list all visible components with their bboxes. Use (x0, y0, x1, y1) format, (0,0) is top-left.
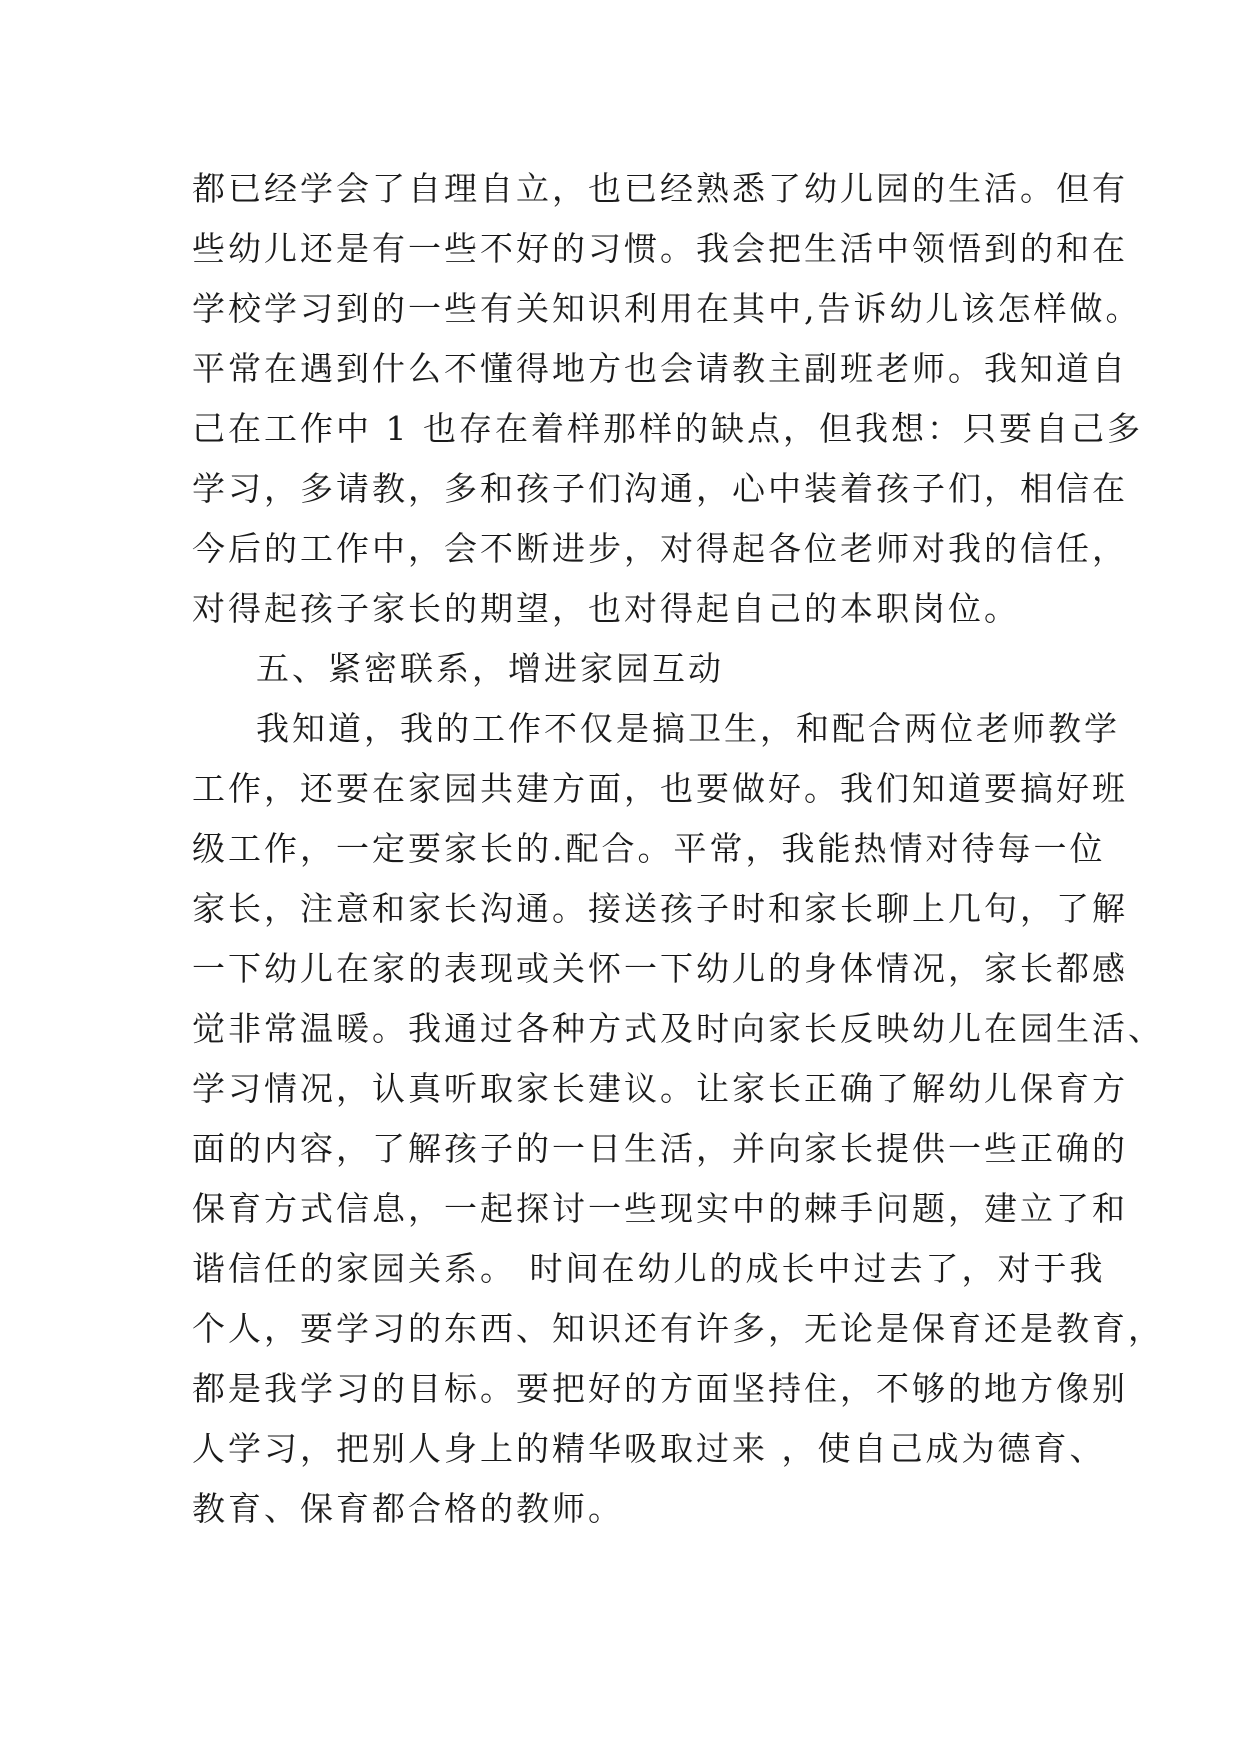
text-line: 觉非常温暖。我通过各种方式及时向家长反映幼儿在园生活、 (192, 1009, 1164, 1048)
text-line: 己在工作中 1 也存在着样那样的缺点，但我想：只要自己多 (192, 409, 1143, 448)
text-line: 一下幼儿在家的表现或关怀一下幼儿的身体情况，家长都感 (192, 949, 1128, 988)
text-line: 平常在遇到什么不懂得地方也会请教主副班老师。我知道自 (192, 349, 1128, 388)
text-line: 都已经学会了自理自立，也已经熟悉了幼儿园的生活。但有 (192, 169, 1128, 208)
paragraph-start-line: 五、紧密联系，增进家园互动 (256, 649, 724, 688)
text-line: 个人，要学习的东西、知识还有许多，无论是保育还是教育， (192, 1309, 1164, 1348)
text-line: 今后的工作中，会不断进步，对得起各位老师对我的信任， (192, 529, 1128, 568)
body-text (192, 159, 1164, 1539)
text-line: 谐信任的家园关系。 时间在幼儿的成长中过去了，对于我 (192, 1249, 1106, 1288)
text-line: 人学习，把别人身上的精华吸取过来 ，使自己成为德育、 (192, 1429, 1106, 1468)
text-line: 工作，还要在家园共建方面，也要做好。我们知道要搞好班 (192, 769, 1128, 808)
text-line: 都是我学习的目标。要把好的方面坚持住，不够的地方像别 (192, 1369, 1128, 1408)
text-line: 些幼儿还是有一些不好的习惯。我会把生活中领悟到的和在 (192, 229, 1128, 268)
text-line: 保育方式信息，一起探讨一些现实中的棘手问题，建立了和 (192, 1189, 1128, 1228)
text-line: 教育、保育都合格的教师。 (192, 1489, 624, 1528)
text-line: 级工作，一定要家长的.配合。平常，我能热情对待每一位 (192, 829, 1106, 868)
text-line: 学习情况，认真听取家长建议。让家长正确了解幼儿保育方 (192, 1069, 1128, 1108)
text-line: 对得起孩子家长的期望，也对得起自己的本职岗位。 (192, 589, 1020, 628)
text-line: 面的内容，了解孩子的一日生活，并向家长提供一些正确的 (192, 1129, 1128, 1168)
paragraph-start-line: 我知道，我的工作不仅是搞卫生，和配合两位老师教学 (256, 709, 1120, 748)
text-line: 家长，注意和家长沟通。接送孩子时和家长聊上几句，了解 (192, 889, 1128, 928)
text-line: 学习，多请教，多和孩子们沟通，心中装着孩子们，相信在 (192, 469, 1128, 508)
text-line: 学校学习到的一些有关知识利用在其中,告诉幼儿该怎样做。 (192, 289, 1142, 328)
